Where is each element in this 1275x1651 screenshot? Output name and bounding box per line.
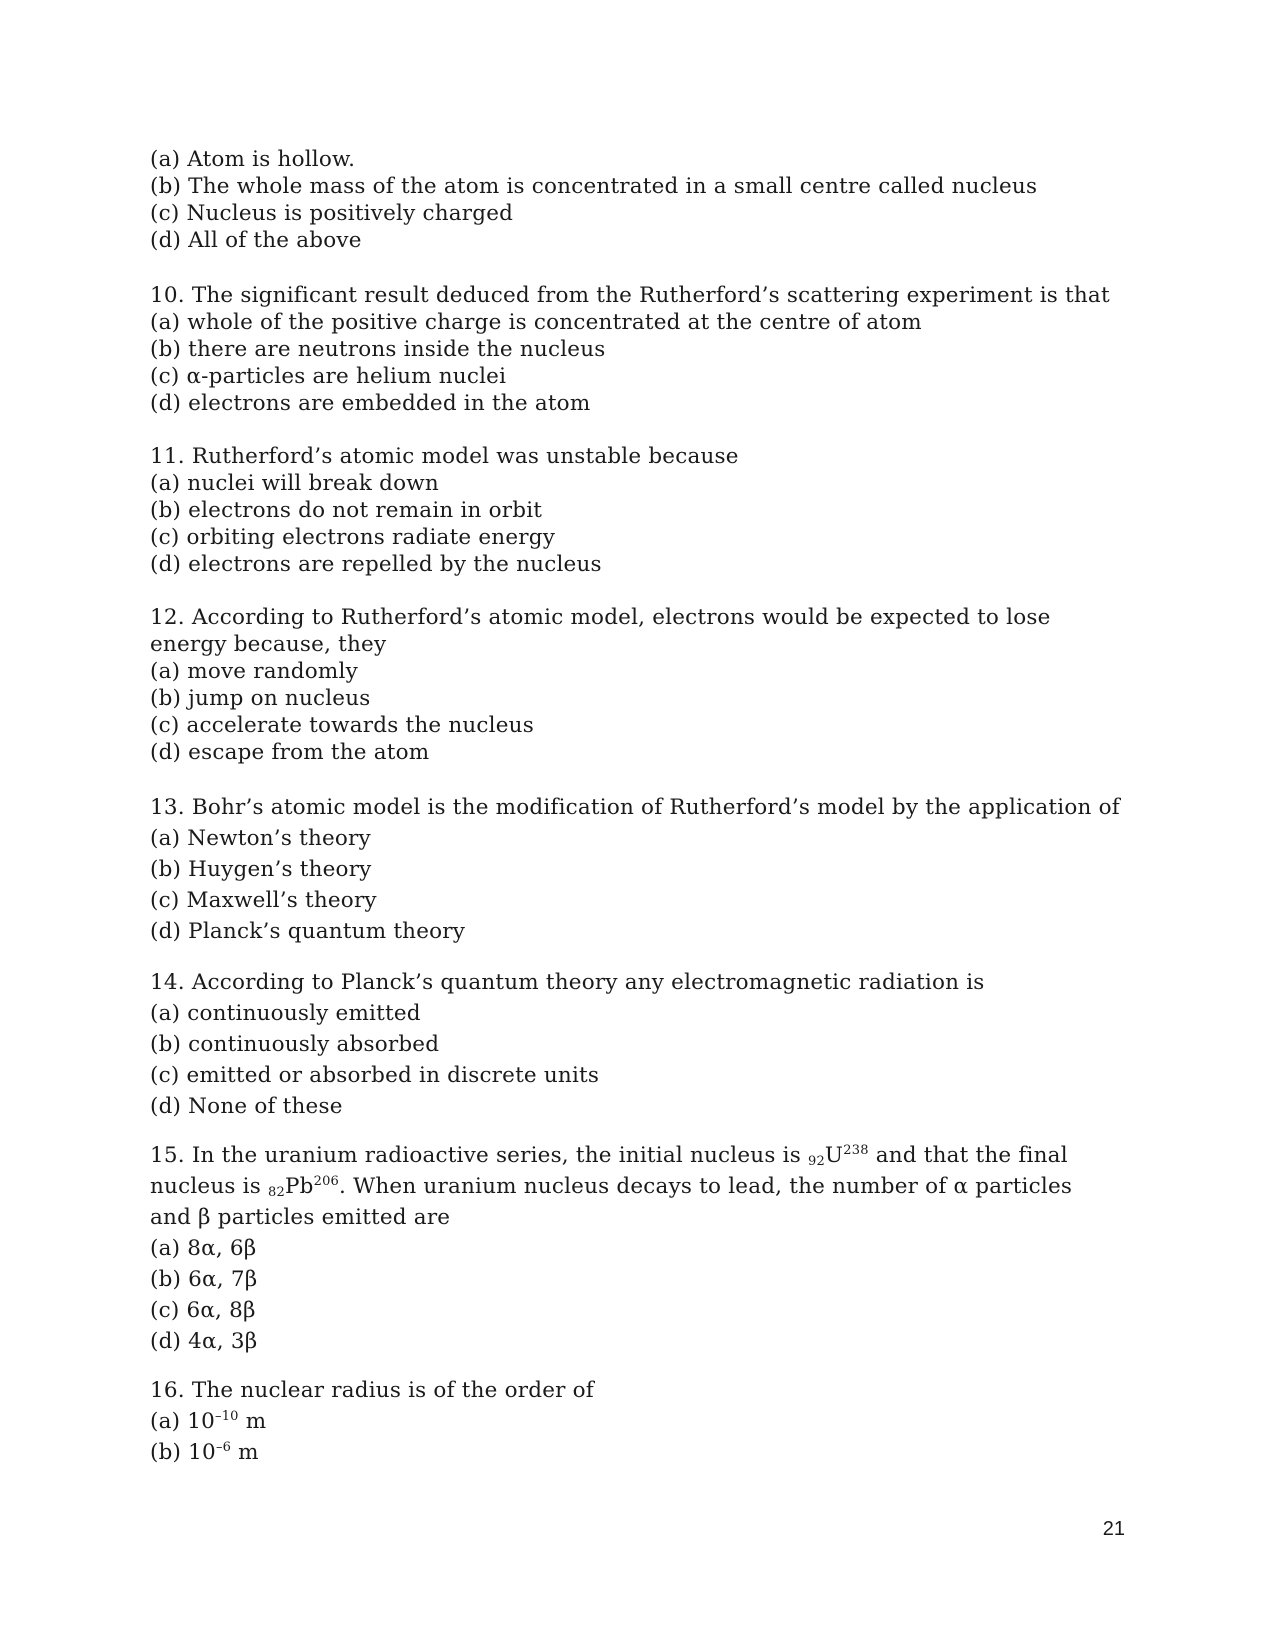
question-stem-line-1: 12. According to Rutherford’s atomic model, electrons would be expected to lose (150, 605, 1051, 630)
stem-text: nucleus is (150, 1174, 268, 1199)
questions-block-upper (150, 146, 1130, 766)
question-10 (150, 282, 1130, 417)
question-stem: 10. The significant result deduced from the Rutherford’s scattering experiment is that (150, 283, 1110, 308)
option-c: (c) Nucleus is positively charged (150, 201, 514, 226)
option-d: (d) None of these (150, 1094, 343, 1119)
question-15 (150, 1140, 1130, 1357)
question-stem-line-3: and β particles emitted are (150, 1205, 451, 1230)
question-stem-line-1 (150, 1140, 1130, 1171)
question-stem: 11. Rutherford’s atomic model was unstable because (150, 444, 739, 469)
option-a (150, 1406, 1130, 1437)
option-d: (d) electrons are embedded in the atom (150, 391, 591, 416)
page-number: 21 (1102, 1518, 1125, 1540)
question-stem: 14. According to Planck’s quantum theory any electromagnetic radiation is (150, 970, 985, 995)
option-c: (c) 6α, 8β (150, 1298, 256, 1323)
option-d: (d) All of the above (150, 228, 362, 253)
question-stem: 16. The nuclear radius is of the order of (150, 1378, 594, 1403)
question-stem: 13. Bohr’s atomic model is the modification of Rutherford’s model by the application of (150, 795, 1120, 820)
option-b: (b) Huygen’s theory (150, 857, 372, 882)
question-16 (150, 1375, 1130, 1468)
uranium-symbol: U (824, 1143, 844, 1168)
stem-text: 15. In the uranium radioactive series, the initial nucleus is (150, 1143, 808, 1168)
option-b: (b) electrons do not remain in orbit (150, 498, 543, 523)
lead-atomic-number: 82 (268, 1185, 285, 1200)
question-13 (150, 792, 1130, 947)
lead-symbol: Pb (284, 1174, 314, 1199)
question-content (150, 146, 1130, 1486)
question-stem-line-2 (150, 1171, 1130, 1202)
uranium-mass-number: 238 (843, 1143, 869, 1158)
option-d: (d) Planck’s quantum theory (150, 919, 466, 944)
option-a: (a) nuclei will break down (150, 471, 439, 496)
exponent: –6 (215, 1440, 232, 1455)
option-c: (c) Maxwell’s theory (150, 888, 377, 913)
option-text: (b) 10 (150, 1440, 216, 1465)
question-14 (150, 967, 1130, 1122)
question-12 (150, 604, 1130, 766)
option-b: (b) The whole mass of the atom is concentrated in a small centre called nucleus (150, 174, 1038, 199)
option-a: (a) Atom is hollow. (150, 147, 356, 172)
question-9-options (150, 146, 1130, 254)
option-a: (a) Newton’s theory (150, 826, 371, 851)
option-c: (c) orbiting electrons radiate energy (150, 525, 556, 550)
option-d: (d) escape from the atom (150, 740, 430, 765)
uranium-atomic-number: 92 (807, 1154, 825, 1169)
exponent: –10 (215, 1409, 239, 1424)
option-c: (c) accelerate towards the nucleus (150, 713, 534, 738)
unit: m (238, 1409, 267, 1434)
option-c: (c) α-particles are helium nuclei (150, 364, 507, 389)
stem-text: . When uranium nucleus decays to lead, the number of α particles (339, 1174, 1073, 1199)
option-a: (a) move randomly (150, 659, 358, 684)
option-b: (b) 6α, 7β (150, 1267, 258, 1292)
unit: m (231, 1440, 259, 1465)
stem-text: and that the final (868, 1143, 1068, 1168)
option-b: (b) there are neutrons inside the nucleus (150, 337, 606, 362)
option-a: (a) whole of the positive charge is concentrated at the centre of atom (150, 310, 922, 335)
option-b (150, 1437, 1130, 1468)
option-text: (a) 10 (150, 1409, 215, 1434)
questions-block-lower (150, 792, 1130, 1468)
question-stem-line-2: energy because, they (150, 632, 387, 657)
option-b: (b) jump on nucleus (150, 686, 371, 711)
option-a: (a) 8α, 6β (150, 1236, 257, 1261)
question-11 (150, 443, 1130, 578)
option-d: (d) electrons are repelled by the nucleus (150, 552, 602, 577)
option-c: (c) emitted or absorbed in discrete units (150, 1063, 600, 1088)
option-b: (b) continuously absorbed (150, 1032, 440, 1057)
option-a: (a) continuously emitted (150, 1001, 421, 1026)
lead-mass-number: 206 (313, 1174, 340, 1189)
option-d: (d) 4α, 3β (150, 1329, 258, 1354)
